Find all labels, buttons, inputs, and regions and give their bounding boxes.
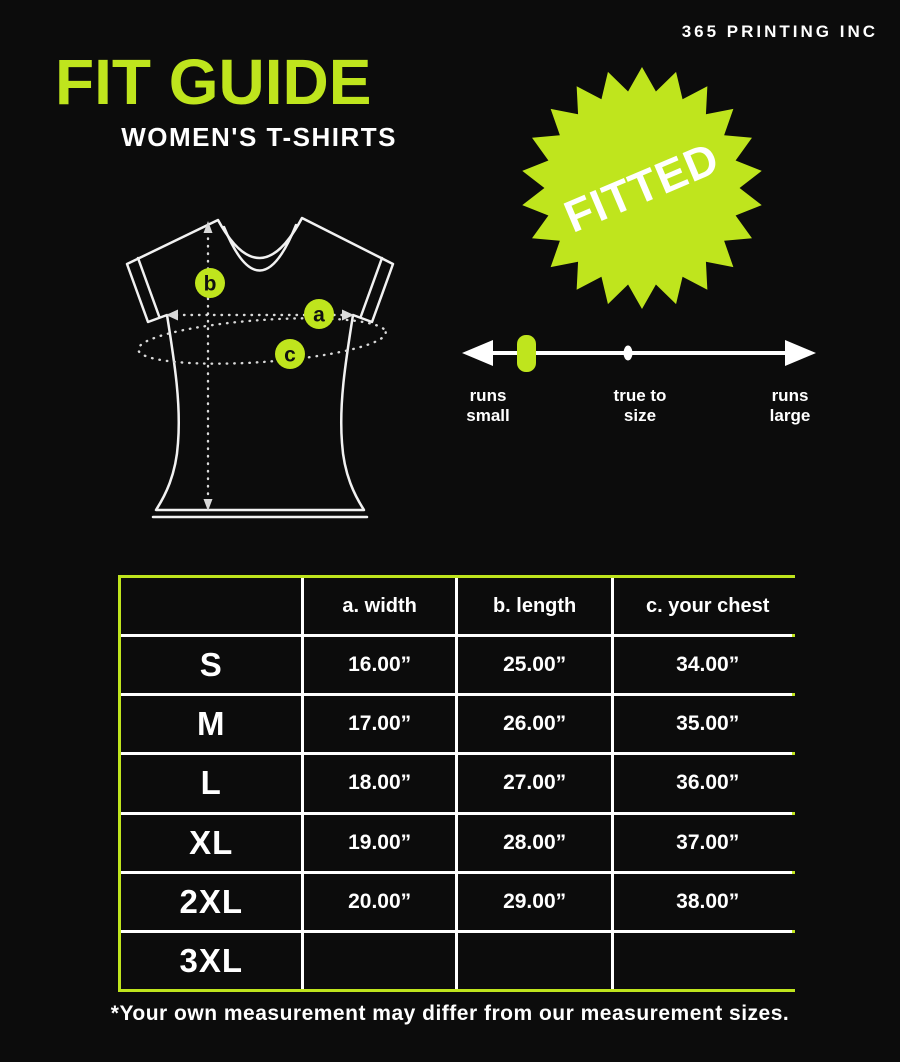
left-cuff-seam (138, 258, 159, 316)
tshirt-outline (127, 218, 393, 510)
table-row-2xl-chest: 38.00” (614, 874, 801, 930)
table-row-m-size: M (121, 696, 301, 752)
table-row-l-size: L (121, 755, 301, 811)
marker-c-label: c (284, 343, 296, 367)
brand-name: 365 PRINTING INC (681, 22, 878, 41)
scale-center-dot (624, 346, 633, 361)
marker-b-label: b (203, 272, 217, 296)
table-row-3xl-chest (614, 933, 801, 989)
title-block (55, 46, 397, 153)
scale-label-runs-large: runs large (769, 386, 811, 425)
table-row-3xl-size: 3XL (121, 933, 301, 989)
table-row-xl-width: 19.00” (304, 815, 454, 871)
table-row-2xl-width: 20.00” (304, 874, 454, 930)
table-row-l-width: 18.00” (304, 755, 454, 811)
fit-scale (450, 330, 830, 385)
table-row-m-length: 26.00” (458, 696, 612, 752)
table-row-l-length: 27.00” (458, 755, 612, 811)
table-row-s-chest: 34.00” (614, 637, 801, 693)
table-row-s-length: 25.00” (458, 637, 612, 693)
table-row-s-width: 16.00” (304, 637, 454, 693)
table-header-width: a. width (304, 578, 454, 634)
marker-a-label: a (313, 303, 325, 327)
table-row-m-width: 17.00” (304, 696, 454, 752)
scale-label-true-to-size: true to size (613, 386, 667, 425)
table-header-chest: c. your chest (614, 578, 801, 634)
table-header-empty (121, 578, 301, 634)
table-row-s-size: S (121, 637, 301, 693)
scale-arrow-right-icon (785, 340, 816, 366)
tshirt-diagram (105, 205, 415, 525)
table-row-m-chest: 35.00” (614, 696, 801, 752)
measurement-footnote: *Your own measurement may differ from our measurement sizes. (110, 1002, 790, 1025)
scale-marker-pill (517, 335, 536, 372)
table-row-xl-chest: 37.00” (614, 815, 801, 871)
size-table (118, 575, 795, 992)
scale-arrow-left-icon (462, 340, 493, 366)
table-row-2xl-length: 29.00” (458, 874, 612, 930)
table-row-3xl-length (458, 933, 612, 989)
table-row-2xl-size: 2XL (121, 874, 301, 930)
page-title: FIT GUIDE (55, 46, 372, 118)
table-row-3xl-width (304, 933, 454, 989)
badge-label: FITTED (557, 133, 727, 243)
table-header-length: b. length (458, 578, 612, 634)
table-row-xl-size: XL (121, 815, 301, 871)
collar-inner-line (224, 225, 296, 271)
fitted-starburst-badge (518, 64, 766, 312)
right-cuff-seam (361, 258, 382, 316)
table-row-xl-length: 28.00” (458, 815, 612, 871)
page-subtitle: WOMEN'S T-SHIRTS (121, 122, 397, 152)
table-row-l-chest: 36.00” (614, 755, 801, 811)
scale-label-runs-small: runs small (466, 386, 510, 425)
